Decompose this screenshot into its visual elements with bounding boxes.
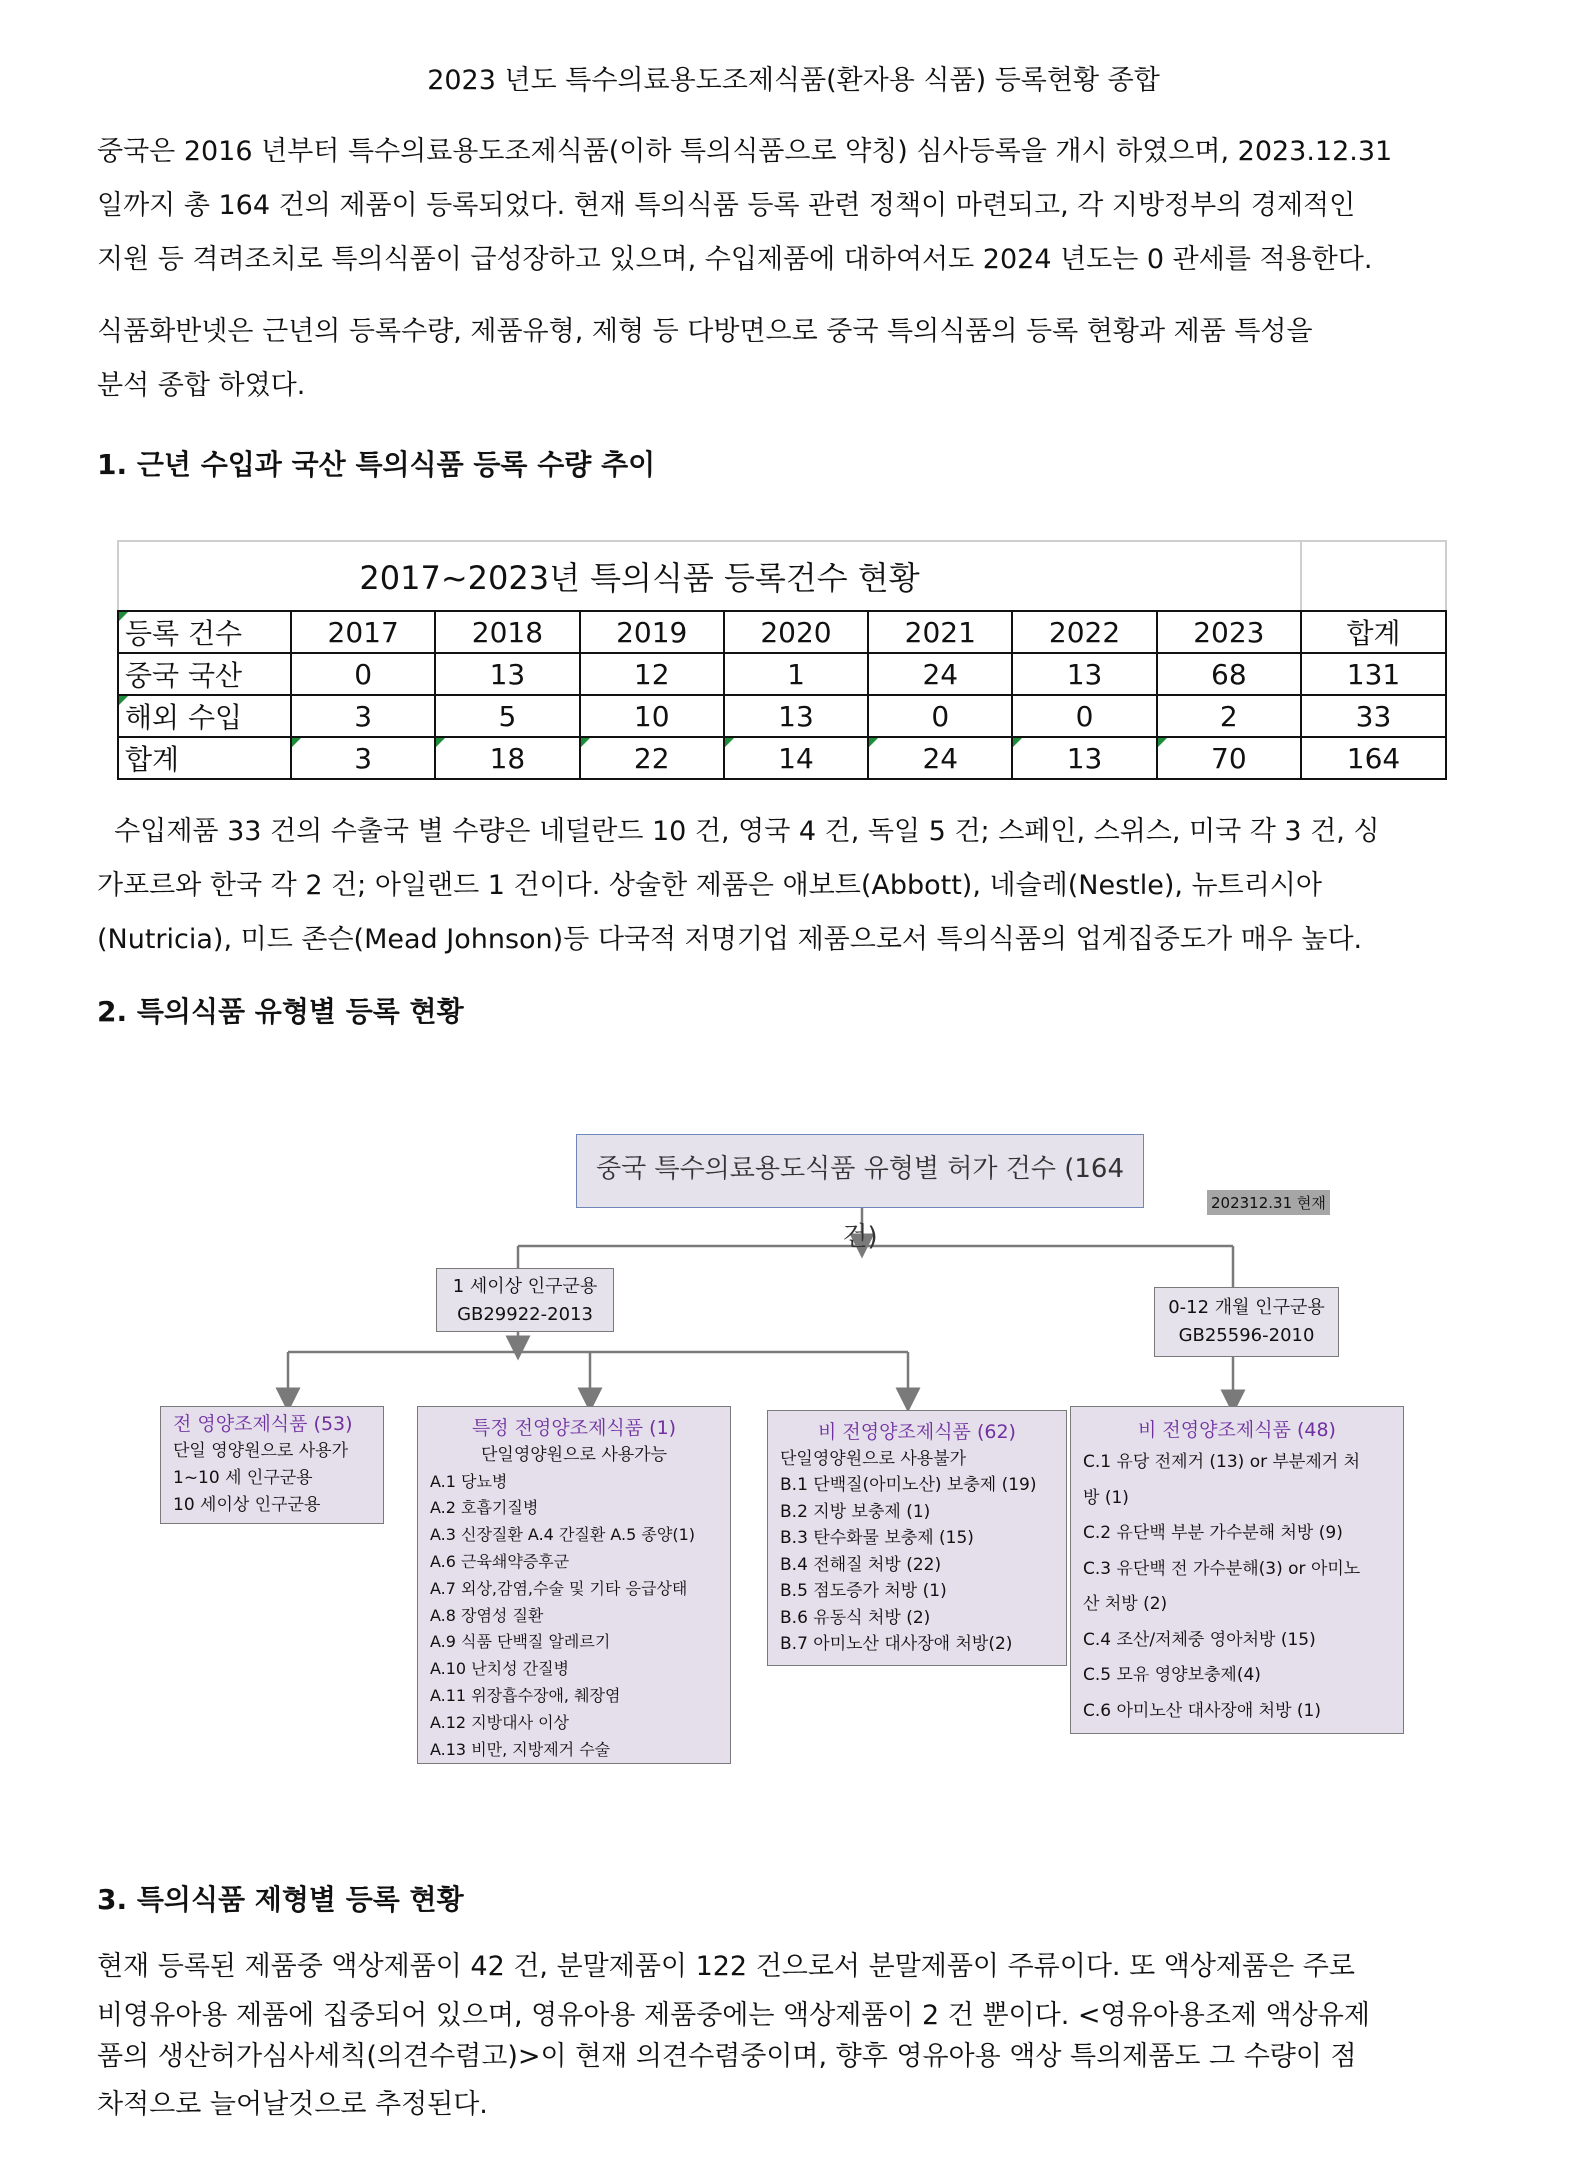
table-header-cell: 2017 xyxy=(291,611,435,653)
section-2-heading: 2. 특의식품 유형별 등록 현황 xyxy=(97,995,464,1028)
table-header-cell: 등록 건수 xyxy=(118,611,291,653)
category-line: C.3 유단백 전 가수분해(3) or 아미노 xyxy=(1083,1558,1361,1579)
category-line: C.4 조산/저체중 영아처방 (15) xyxy=(1083,1629,1316,1650)
category-line: B.6 유동식 처방 (2) xyxy=(780,1607,931,1628)
table-cell: 33 xyxy=(1301,695,1446,737)
category-line: C.5 모유 영양보충제(4) xyxy=(1083,1665,1261,1685)
group-standard: GB25596-2010 xyxy=(1178,1325,1315,1346)
table-cell: 0 xyxy=(291,653,435,695)
table-cell: 중국 국산 xyxy=(118,653,291,695)
table-cell: 24 xyxy=(868,653,1012,695)
category-line: A.11 위장흡수장애, 췌장염 xyxy=(430,1685,621,1705)
category-line: C.1 유당 전제거 (13) or 부분제거 처 xyxy=(1083,1452,1361,1472)
table-cell: 13 xyxy=(1012,737,1156,779)
category-box-non-full-nutrition xyxy=(767,1410,1067,1666)
table-cell: 합계 xyxy=(118,737,291,779)
group-standard: GB29922-2013 xyxy=(457,1304,593,1325)
category-box-specific-full-nutrition xyxy=(417,1406,731,1764)
category-title: 비 전영양조제식품 (48) xyxy=(1138,1419,1336,1441)
category-subtitle: 단일영양원으로 사용가능 xyxy=(480,1444,668,1465)
group-infant-box xyxy=(1154,1287,1339,1357)
table-cell: 14 xyxy=(724,737,868,779)
table-cell: 3 xyxy=(291,695,435,737)
category-line: 방 (1) xyxy=(1083,1487,1129,1508)
category-line: 산 처방 (2) xyxy=(1083,1594,1168,1614)
category-line: A.3 신장질환 A.4 간질환 A.5 종양(1) xyxy=(430,1525,695,1545)
table-cell: 12 xyxy=(580,653,724,695)
table-cell: 70 xyxy=(1157,737,1301,779)
table-header-cell: 2019 xyxy=(580,611,724,653)
group-label: 0-12 개월 인구군용 xyxy=(1168,1297,1325,1318)
category-line: A.13 비만, 지방제거 수술 xyxy=(430,1739,611,1759)
table-cell: 13 xyxy=(1012,653,1156,695)
table-header-cell: 2022 xyxy=(1012,611,1156,653)
table-header-cell: 2020 xyxy=(724,611,868,653)
text-line: 중국은 2016 년부터 특수의료용도조제식품(이하 특의식품으로 약칭) 심사등록을 개시 하였으며, 2023.12.31 xyxy=(97,136,1393,167)
text-line: 가포르와 한국 각 2 건; 아일랜드 1 건이다. 상술한 제품은 애보트(Abbott), 네슬레(Nestle), 뉴트리시아 xyxy=(97,870,1322,901)
text-line: 식품화반넷은 근년의 등록수량, 제품유형, 제형 등 다방면으로 중국 특의식품의 등록 현황과 제품 특성을 xyxy=(97,316,1313,347)
table-cell: 5 xyxy=(435,695,579,737)
document-title: 2023 년도 특수의료용도조제식품(환자용 식품) 등록현황 종합 xyxy=(427,65,1160,96)
text-line: 수입제품 33 건의 수출국 별 수량은 네덜란드 10 건, 영국 4 건, 독일 5 건; 스페인, 스위스, 미국 각 3 건, 싱 xyxy=(97,816,1380,847)
category-line: B.3 탄수화물 보충제 (15) xyxy=(780,1528,974,1548)
text-line: (Nutricia), 미드 존슨(Mead Johnson)등 다국적 저명기업 제품으로서 특의식품의 업계집중도가 매우 높다. xyxy=(97,924,1363,955)
category-line: 단일영양원으로 사용불가 xyxy=(780,1448,967,1469)
category-line: 단일 영양원으로 사용가 xyxy=(173,1441,349,1461)
table-cell: 18 xyxy=(435,737,579,779)
section-3-paragraph xyxy=(97,1942,1497,2136)
category-line: A.6 근육쇄약증후군 xyxy=(430,1551,570,1571)
category-line: B.7 아미노산 대사장애 처방(2) xyxy=(780,1634,1013,1654)
table-cell: 22 xyxy=(580,737,724,779)
table-cell: 164 xyxy=(1301,737,1446,779)
category-line: A.12 지방대사 이상 xyxy=(430,1712,570,1732)
text-line: 일까지 총 164 건의 제품이 등록되었다. 현재 특의식품 등록 관련 정책이 마련되고, 각 지방정부의 경제적인 xyxy=(97,190,1356,221)
text-line: 품의 생산허가심사세칙(의견수렴고)>이 현재 의견수렴중이며, 향후 영유아용 액상 특의제품도 그 수량이 점 xyxy=(97,2041,1357,2072)
table-cell: 0 xyxy=(1012,695,1156,737)
category-line: C.6 아미노산 대사장애 처방 (1) xyxy=(1083,1700,1322,1721)
date-badge: 202312.31 현재 xyxy=(1207,1190,1330,1215)
text-line: 지원 등 격려조치로 특의식품이 급성장하고 있으며, 수입제품에 대하여서도 2024 년도는 0 관세를 적용한다. xyxy=(97,244,1373,275)
table-header-cell: 2018 xyxy=(435,611,579,653)
text-line: 비영유아용 제품에 집중되어 있으며, 영유아용 제품중에는 액상제품이 2 건 뿐이다. <영유아용조제 액상유제 xyxy=(97,2000,1370,2031)
category-line: A.8 장염성 질환 xyxy=(430,1605,544,1625)
table-caption: 2017~2023년 특의식품 등록건수 현황 xyxy=(118,541,1301,611)
table-header-cell: 2021 xyxy=(868,611,1012,653)
section-3-heading: 3. 특의식품 제형별 등록 현황 xyxy=(97,1883,464,1916)
category-line: C.2 유단백 부분 가수분해 처방 (9) xyxy=(1083,1523,1343,1543)
category-line: B.4 전해질 처방 (22) xyxy=(780,1554,942,1575)
table-cell: 131 xyxy=(1301,653,1446,695)
category-line: B.5 점도증가 처방 (1) xyxy=(780,1581,947,1601)
group-adult-box xyxy=(436,1268,614,1332)
category-line: A.7 외상,감염,수술 및 기타 응급상태 xyxy=(430,1578,688,1598)
category-line: A.2 호흡기질병 xyxy=(430,1498,539,1518)
table-header-cell: 2023 xyxy=(1157,611,1301,653)
table-cell: 2 xyxy=(1157,695,1301,737)
table-cell: 해외 수입 xyxy=(118,695,291,737)
text-line: 현재 등록된 제품중 액상제품이 42 건, 분말제품이 122 건으로서 분말제품이 주류이다. 또 액상제품은 주로 xyxy=(97,1951,1355,1982)
table-cell: 0 xyxy=(868,695,1012,737)
table-cell: 68 xyxy=(1157,653,1301,695)
category-line: B.2 지방 보충제 (1) xyxy=(780,1501,931,1522)
category-line: B.1 단백질(아미노산) 보충제 (19) xyxy=(780,1475,1037,1495)
category-title: 비 전영양조제식품 (62) xyxy=(818,1421,1016,1443)
section-1-heading: 1. 근년 수입과 국산 특의식품 등록 수량 추이 xyxy=(97,448,656,481)
group-label: 1 세이상 인구군용 xyxy=(452,1276,598,1297)
table-cell: 3 xyxy=(291,737,435,779)
diagram-top-box: 중국 특수의료용도식품 유형별 허가 건수 (164 건) xyxy=(576,1134,1144,1208)
table-cell: 10 xyxy=(580,695,724,737)
category-box-full-nutrition xyxy=(160,1406,384,1524)
table-cell: 13 xyxy=(435,653,579,695)
text-line: 차적으로 늘어날것으로 추정된다. xyxy=(97,2089,488,2120)
table-cell: 24 xyxy=(868,737,1012,779)
category-line: A.1 당뇨병 xyxy=(430,1471,508,1491)
table-cell: 1 xyxy=(724,653,868,695)
table-cell: 13 xyxy=(724,695,868,737)
category-line: A.10 난치성 간질병 xyxy=(430,1659,570,1679)
text-line: 분석 종합 하였다. xyxy=(97,370,306,401)
category-title: 특정 전영양조제식품 (1) xyxy=(471,1417,677,1439)
table-header-cell: 합계 xyxy=(1301,611,1446,653)
category-box-infant-non-full-nutrition xyxy=(1070,1406,1404,1734)
category-line: 1~10 세 인구군용 xyxy=(173,1468,313,1488)
category-line: A.9 식품 단백질 알레르기 xyxy=(430,1632,611,1652)
category-line: 10 세이상 인구군용 xyxy=(173,1495,321,1515)
category-title: 전 영양조제식품 (53) xyxy=(173,1413,353,1435)
